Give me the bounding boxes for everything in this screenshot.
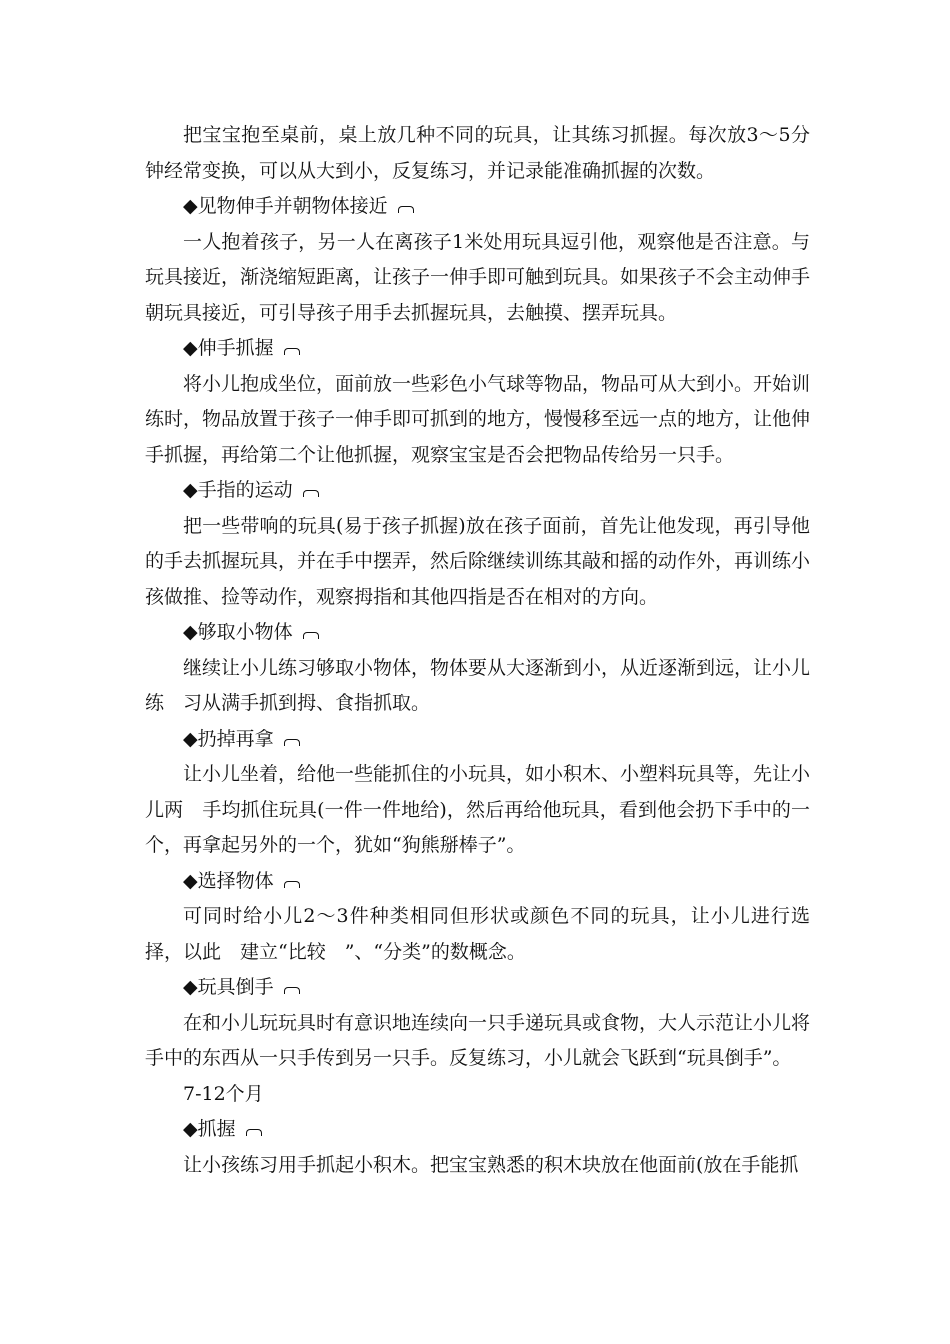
section-heading-text: ◆见物伸手并朝物体接近 [183,195,388,217]
paragraph: 让小儿坐着，给他一些能抓住的小玩具，如小积木、小塑料玩具等，先让小儿两 手均抓住玩具(一件一件地给)，然后再给他玩具，看到他会扔下手中的一个，再拿起另外的一个，犹如“狗熊掰棒子”。 [145,763,811,856]
section-heading-text: ◆扔掉再拿 [183,727,274,750]
section-heading [145,189,810,225]
paragraph: 把宝宝抱至桌前，桌上放几种不同的玩具，让其练习抓握。每次放3～5分钟经常变换，可以从大到小，反复练习，并记录能准确抓握的次数。 [145,124,810,182]
arc-mark-icon [284,987,300,994]
arc-mark-icon [284,348,300,355]
paragraph: 将小儿抱成坐位，面前放一些彩色小气球等物品，物品可从大到小。开始训练时，物品放置于孩子一伸手即可抓到的地方，慢慢移至远一点的地方，让他伸手抓握，再给第二个让他抓握，观察宝宝是否会把物品传给另一只手。 [145,372,811,466]
section-heading [145,970,810,1006]
arc-mark-icon [284,881,300,888]
section-heading-text: ◆手指的运动 [183,479,293,501]
arc-mark-icon [398,206,414,213]
paragraph: 继续让小儿练习够取小物体，物体要从大逐渐到小，从近逐渐到远，让小儿练 习从满手抓到拇、食指抓取。 [145,656,811,714]
section-heading [145,331,810,367]
section-heading-text: ◆够取小物体 [183,621,293,643]
paragraph: 可同时给小儿2～3件种类相同但形状或颜色不同的玩具，让小儿进行选择，以此 建立“比较 ”、“分类”的数概念。 [145,905,810,963]
arc-mark-icon [284,739,300,746]
section-heading [145,473,810,509]
section-heading [145,722,810,758]
paragraph: 把一些带响的玩具(易于孩子抓握)放在孩子面前，首先让他发现，再引导他的手去抓握玩具，并在手中摆弄，然后除继续训练其敲和摇的动作外，再训练小孩做推、捡等动作，观察拇指和其他四指是否在相对的方向。 [145,514,811,608]
section-heading [145,864,810,900]
section-heading-text: ◆选择物体 [183,869,274,892]
section-heading-text: ◆抓握 [183,1118,236,1140]
section-heading-text: ◆伸手抓握 [183,337,274,359]
age-range-text: 7-12个月 [183,1082,264,1105]
age-range-subtitle [145,1077,810,1113]
section-heading-text: ◆玩具倒手 [183,976,274,998]
section-heading [145,1112,810,1148]
section-heading [145,615,810,651]
paragraph: 一人抱着孩子，另一人在离孩子1米处用玩具逗引他，观察他是否注意。与玩具接近，渐浇缩短距离，让孩子一伸手即可触到玩具。如果孩子不会主动伸手朝玩具接近，可引导孩子用手去抓握玩具，去触摸、摆弄玩具。 [145,230,811,324]
arc-mark-icon [246,1129,262,1136]
paragraph: 在和小儿玩玩具时有意识地连续向一只手递玩具或食物，大人示范让小儿将手中的东西从一只手传到另一只手。反复练习，小儿就会飞跃到“玩具倒手”。 [145,1011,811,1069]
document-body [145,118,810,1183]
arc-mark-icon [303,632,319,639]
arc-mark-icon [303,490,319,497]
paragraph: 让小孩练习用手抓起小积木。把宝宝熟悉的积木块放在他面前(放在手能抓 [183,1153,799,1176]
